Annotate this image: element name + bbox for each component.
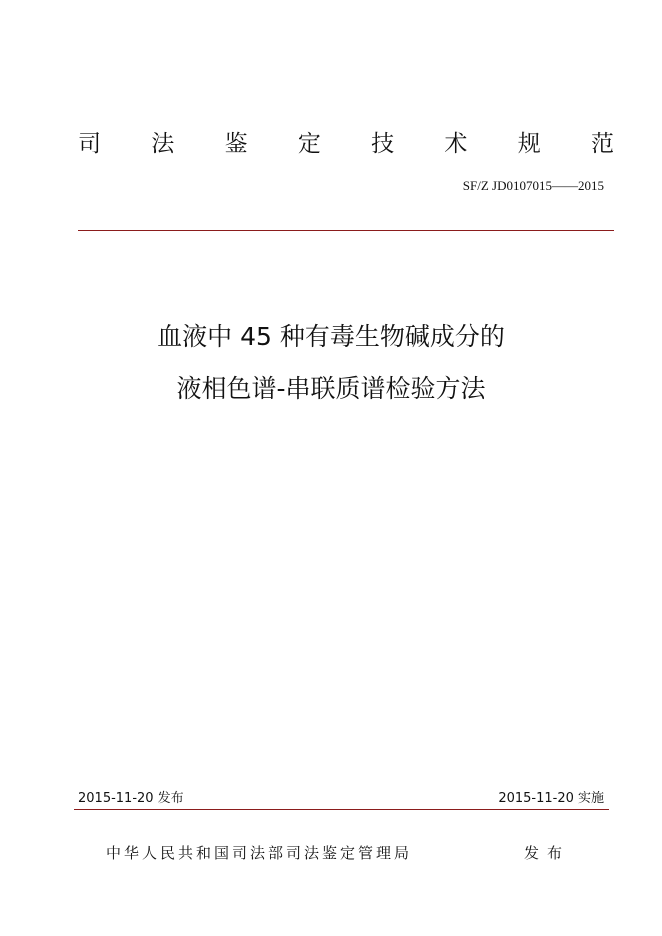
series-char: 司 <box>78 131 101 157</box>
issue-label: 发布 <box>524 844 571 862</box>
series-char: 技 <box>371 131 395 157</box>
bottom-divider <box>74 809 609 810</box>
issuing-authority: 中华人民共和国司法部司法鉴定管理局 <box>106 844 413 862</box>
series-char: 术 <box>444 131 468 157</box>
series-char: 鉴 <box>224 131 248 157</box>
series-char: 定 <box>297 131 321 157</box>
series-char: 规 <box>517 131 541 157</box>
standard-code: SF/Z JD0107015——2015 <box>462 178 604 193</box>
publish-date: 2015-11-20 发布 <box>78 791 184 806</box>
effective-date: 2015-11-20 实施 <box>498 791 604 806</box>
document-title-line-1: 血液中 45 种有毒生物碱成分的 <box>157 322 505 351</box>
series-char: 法 <box>151 131 175 157</box>
series-char: 范 <box>590 131 614 157</box>
top-divider <box>78 230 614 231</box>
series-title <box>78 128 614 160</box>
document-title-line-2: 液相色谱-串联质谱检验方法 <box>176 374 486 403</box>
